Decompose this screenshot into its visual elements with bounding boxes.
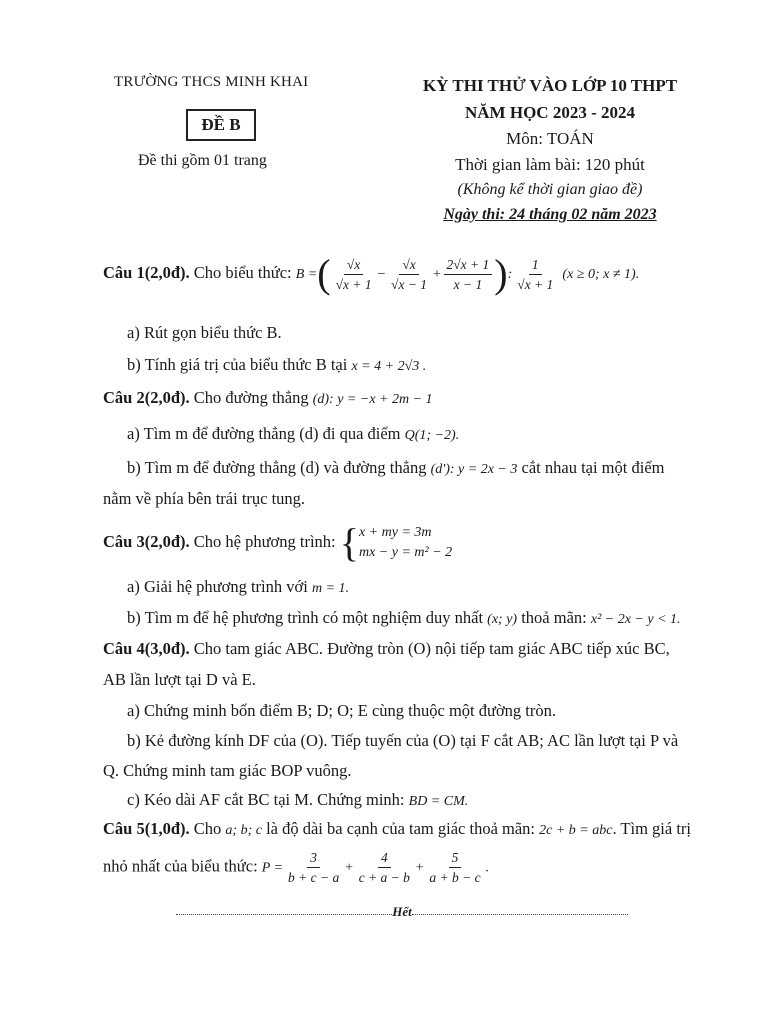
q1-b-text: b) Tính giá trị của biểu thức B tại	[127, 355, 348, 374]
subject: Môn: TOÁN	[506, 129, 594, 148]
equation-system	[359, 523, 452, 563]
question-2	[103, 388, 433, 408]
q1-f1-den: √x + 1	[335, 276, 372, 292]
q3-b-math1: (x; y)	[487, 612, 518, 627]
q1-divide: :	[507, 266, 513, 282]
q3-part-a	[127, 577, 349, 597]
school-year: NĂM HỌC 2023 - 2024	[465, 103, 635, 122]
q1-fraction-4	[514, 257, 556, 292]
q3-b-text2: thoả mãn:	[521, 608, 587, 627]
q5-t3: . Tìm giá trị	[612, 819, 691, 838]
q5-p2-den: c + a − b	[358, 870, 410, 885]
q3-part-b	[127, 608, 681, 628]
question-1	[103, 251, 640, 296]
q5-plus-2: +	[414, 860, 425, 876]
school-name: TRƯỜNG THCS MINH KHAI	[114, 74, 309, 90]
q5-t4: nhỏ nhất của biểu thức:	[103, 856, 258, 876]
q1-b-math: x = 4 + 2√3 .	[351, 359, 427, 374]
pages-note: Đề thi gồm 01 trang	[138, 152, 267, 169]
q2-line-d: (d): y = −x + 2m − 1	[312, 392, 433, 407]
q1-fraction-3	[444, 257, 493, 292]
q1-f3-num: 2√x + 1	[444, 257, 493, 275]
q2-b-text1: b) Tìm m để đường thẳng (d) và đường thẳng	[127, 458, 427, 477]
q5-p3-num: 5	[449, 850, 462, 868]
q3-intro: Cho hệ phương trình:	[193, 531, 336, 551]
q5-label: Câu 5(1,0đ).	[103, 819, 190, 838]
end-text: Hết	[392, 904, 412, 919]
system-brace: {	[339, 520, 359, 565]
q4-part-b-cont: Q. Chứng minh tam giác BOP vuông.	[103, 761, 352, 780]
exam-date: Ngày thi: 24 tháng 02 năm 2023	[443, 206, 657, 223]
q4-part-c	[127, 790, 468, 810]
q4-intro-cont: AB lần lượt tại D và E.	[103, 670, 256, 689]
q4-intro: Cho tam giác ABC. Đường tròn (O) nội tiếp tam giác ABC tiếp xúc BC,	[193, 639, 670, 658]
q5-t1: Cho	[193, 819, 222, 838]
q4-part-b: b) Kẻ đường kính DF của (O). Tiếp tuyến của (O) tại F cắt AB; AC lần lượt tại P và	[127, 731, 679, 750]
q1-plus: +	[432, 266, 442, 282]
q1-f4-den: √x + 1	[517, 276, 554, 292]
q5-p-lhs: P =	[261, 860, 284, 876]
q2-a-math: Q(1; −2).	[404, 428, 460, 443]
q4-c-math: BD = CM.	[408, 794, 469, 809]
q1-intro: Cho biểu thức:	[193, 262, 292, 282]
q1-f2-num: √x	[399, 257, 418, 275]
q3-a-text: a) Giải hệ phương trình với	[127, 577, 308, 596]
question-4	[103, 639, 670, 659]
time-limit: Thời gian làm bài: 120 phút	[455, 155, 645, 174]
q3-a-math: m = 1.	[311, 581, 350, 596]
q5-fraction-1	[285, 850, 342, 885]
exam-code-box	[186, 109, 256, 141]
q5-t2: là độ dài ba cạnh của tam giác thoả mãn:	[266, 819, 536, 838]
end-marker	[176, 904, 628, 920]
q1-minus: −	[376, 266, 387, 282]
question-3	[103, 520, 453, 565]
exam-code: ĐỀ B	[201, 115, 241, 134]
q1-part-a: a) Rút gọn biểu thức B.	[127, 323, 282, 342]
q3-eq2: mx − y = m² − 2	[358, 545, 453, 560]
q5-expression	[103, 850, 489, 885]
q2-a-text: a) Tìm m để đường thẳng (d) đi qua điểm	[127, 424, 401, 443]
q2-intro: Cho đường thẳng	[193, 388, 309, 407]
q1-f2-den: √x − 1	[391, 276, 428, 292]
q1-f4-num: 1	[529, 257, 542, 275]
exam-title: KỲ THI THỬ VÀO LỚP 10 THPT	[422, 76, 678, 95]
q5-fraction-2	[356, 850, 413, 885]
q1-part-b	[127, 355, 426, 375]
q1-label: Câu 1(2,0đ).	[103, 262, 190, 282]
q2-part-b-cont: nằm về phía bên trái trục tung.	[103, 489, 306, 508]
q4-c-text: c) Kéo dài AF cắt BC tại M. Chứng minh:	[127, 790, 405, 809]
q5-plus-1: +	[344, 860, 354, 876]
q1-expr-lhs: B =	[295, 266, 318, 282]
end-dots-left	[176, 914, 392, 915]
q5-p2-num: 4	[378, 850, 391, 868]
q1-fraction-1	[333, 257, 375, 292]
q2-b-math: (d'): y = 2x − 3	[430, 462, 518, 477]
q5-m1: a; b; c	[225, 823, 262, 838]
q2-part-b	[127, 458, 664, 478]
q5-p1-num: 3	[307, 850, 320, 868]
q5-p1-den: b + c − a	[288, 870, 340, 885]
q2-part-a	[127, 424, 459, 444]
q5-p3-den: a + b − c	[429, 870, 481, 885]
q2-b-text2: cắt nhau tại một điểm	[521, 458, 665, 477]
question-5	[103, 819, 691, 839]
q1-f3-den: x − 1	[453, 276, 483, 292]
time-note: (Không kể thời gian giao đề)	[457, 181, 643, 198]
q5-m2: 2c + b = abc	[539, 823, 613, 838]
q3-b-text1: b) Tìm m để hệ phương trình có một nghiệm duy nhất	[127, 608, 484, 627]
q3-label: Câu 3(2,0đ).	[103, 531, 190, 551]
q1-paren-open: (	[317, 251, 331, 296]
q3-eq1: x + my = 3m	[358, 525, 432, 540]
q5-fraction-3	[426, 850, 483, 885]
q1-f1-num: √x	[344, 257, 363, 275]
q4-label: Câu 4(3,0đ).	[103, 639, 190, 658]
q4-part-a: a) Chứng minh bốn điểm B; D; O; E cùng thuộc một đường tròn.	[127, 701, 556, 720]
end-dots-right	[412, 914, 628, 915]
q2-label: Câu 2(2,0đ).	[103, 388, 190, 407]
q1-condition: (x ≥ 0; x ≠ 1).	[562, 266, 640, 282]
q5-period: .	[485, 860, 490, 876]
q1-paren-close: )	[494, 251, 508, 296]
q3-b-math2: x² − 2x − y < 1.	[590, 612, 681, 627]
q1-fraction-2	[388, 257, 430, 292]
